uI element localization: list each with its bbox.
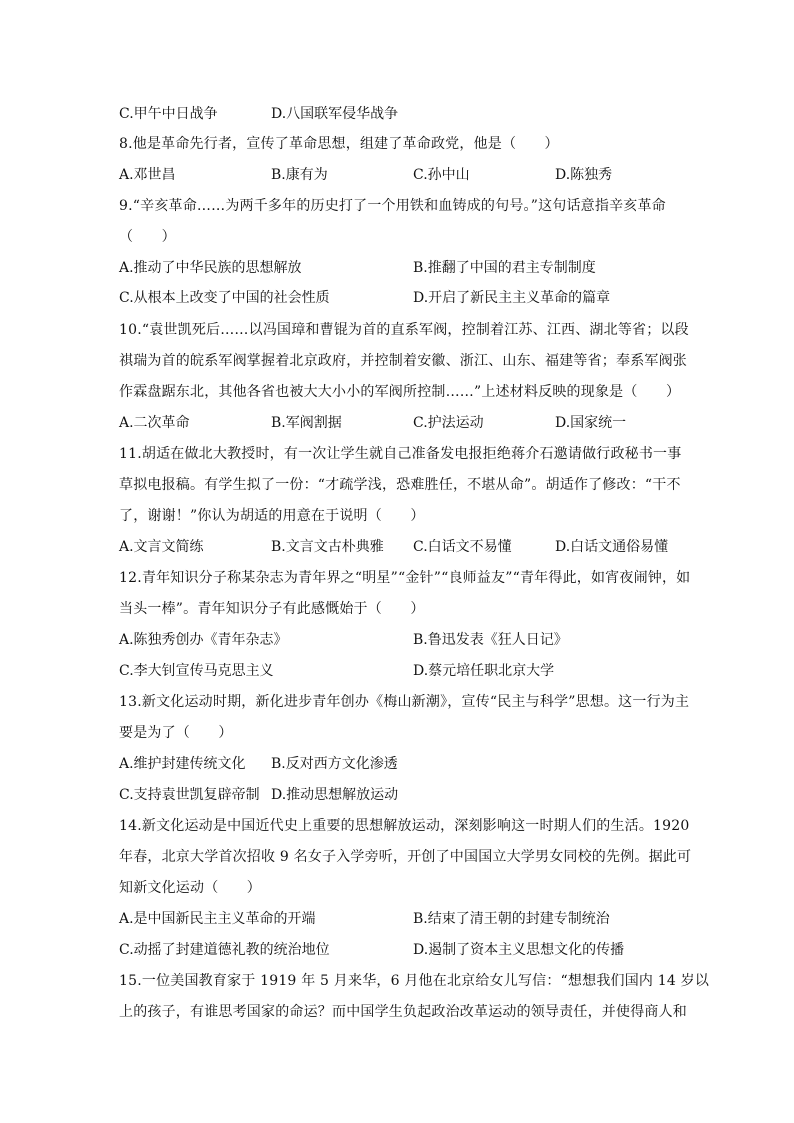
q14-stem-line1: 14.新文化运动是中国近代史上重要的思想解放运动，深刻影响这一时期人们的生活。1920 xyxy=(119,818,690,834)
q9-option-c: C.从根本上改变了中国的社会性质 xyxy=(119,290,330,306)
q15-stem-line1: 15.一位美国教育家于 1919 年 5 月来华，6 月他在北京给女儿写信：“想想我们国内 14 岁以 xyxy=(119,973,710,989)
q10-option-b: B.军阀割据 xyxy=(271,415,342,431)
q11-stem-line3: 了，谢谢！”你认为胡适的用意在于说明（ ） xyxy=(119,508,425,524)
q11-stem-line2: 草拟电报稿。有学生拟了一份：“才疏学浅，恐难胜任，不堪从命”。胡适作了修改：“干不 xyxy=(119,477,681,493)
q10-stem-line2: 祺瑞为首的皖系军阀掌握着北京政府，并控制着安徽、浙江、山东、福建等省；奉系军阀张 xyxy=(119,353,687,369)
q13-option-d: D.推动思想解放运动 xyxy=(271,787,399,803)
q13-stem-line2: 要是为了（ ） xyxy=(119,725,233,741)
q14-option-d: D.遏制了资本主义思想文化的传播 xyxy=(413,942,625,958)
q8-option-c: C.孙中山 xyxy=(413,167,470,183)
q9-option-b: B.推翻了中国的君主专制制度 xyxy=(413,260,596,276)
q11-option-a: A.文言文简练 xyxy=(119,539,204,555)
q10-stem-line1: 10.“袁世凯死后……以冯国璋和曹锟为首的直系军阀，控制着江苏、江西、湖北等省；以段 xyxy=(119,322,689,338)
q13-option-b: B.反对西方文化渗透 xyxy=(271,756,398,772)
q14-option-b: B.结束了清王朝的封建专制统治 xyxy=(413,911,610,927)
q7-option-c: C.甲午中日战争 xyxy=(119,106,218,122)
q14-stem-line3: 知新文化运动（ ） xyxy=(119,880,261,896)
q9-option-a: A.推动了中华民族的思想解放 xyxy=(119,260,302,276)
q11-option-d: D.白话文通俗易懂 xyxy=(555,539,669,555)
q10-option-c: C.护法运动 xyxy=(413,415,484,431)
q8-option-d: D.陈独秀 xyxy=(555,167,613,183)
q14-stem-line2: 年春，北京大学首次招收 9 名女子入学旁听，开创了中国国立大学男女同校的先例。据此可 xyxy=(119,849,692,865)
q15-stem-line2: 上的孩子，有谁思考国家的命运？而中国学生负起政治改革运动的领导责任，并使得商人和 xyxy=(119,1004,687,1020)
q13-option-c: C.支持袁世凯复辟帝制 xyxy=(119,787,260,803)
q8-stem: 8.他是革命先行者，宣传了革命思想，组建了革命政党，他是（ ） xyxy=(119,136,559,152)
q11-option-b: B.文言文古朴典雅 xyxy=(271,539,384,555)
q14-option-c: C.动摇了封建道德礼教的统治地位 xyxy=(119,942,330,958)
q10-option-a: A.二次革命 xyxy=(119,415,190,431)
q12-option-b: B.鲁迅发表《狂人日记》 xyxy=(413,632,568,648)
q10-stem-line3: 作霖盘踞东北，其他各省也被大大小小的军阀所控制……”上述材料反映的现象是（ ） xyxy=(119,384,681,400)
q11-option-c: C.白话文不易懂 xyxy=(413,539,512,555)
q14-option-a: A.是中国新民主主义革命的开端 xyxy=(119,911,316,927)
q13-option-a: A.维护封建传统文化 xyxy=(119,756,246,772)
q12-option-c: C.李大钊宣传马克思主义 xyxy=(119,663,274,679)
q10-option-d: D.国家统一 xyxy=(555,415,627,431)
q12-stem-line2: 当头一棒”。青年知识分子有此感慨始于（ ） xyxy=(119,601,425,617)
q11-stem-line1: 11.胡适在做北大教授时，有一次让学生就自己准备发电报拒绝蒋介石邀请做行政秘书一事 xyxy=(119,446,682,462)
q8-option-a: A.邓世昌 xyxy=(119,167,176,183)
q8-option-b: B.康有为 xyxy=(271,167,328,183)
q12-stem-line1: 12.青年知识分子称某杂志为青年界之“明星”“金针”“良师益友”“青年得此，如宵夜闹钟，如 xyxy=(119,570,691,586)
q13-stem-line1: 13.新文化运动时期，新化进步青年创办《梅山新潮》，宣传“民主与科学”思想。这一行为主 xyxy=(119,694,690,710)
q9-stem-line2: （ ） xyxy=(119,229,176,245)
q9-stem-line1: 9.“辛亥革命……为两千多年的历史打了一个用铁和血铸成的句号。”这句话意指辛亥革命 xyxy=(119,198,666,214)
q7-option-d: D.八国联军侵华战争 xyxy=(271,106,399,122)
q9-option-d: D.开启了新民主主义革命的篇章 xyxy=(413,290,611,306)
q12-option-d: D.蔡元培任职北京大学 xyxy=(413,663,555,679)
q12-option-a: A.陈独秀创办《青年杂志》 xyxy=(119,632,288,648)
